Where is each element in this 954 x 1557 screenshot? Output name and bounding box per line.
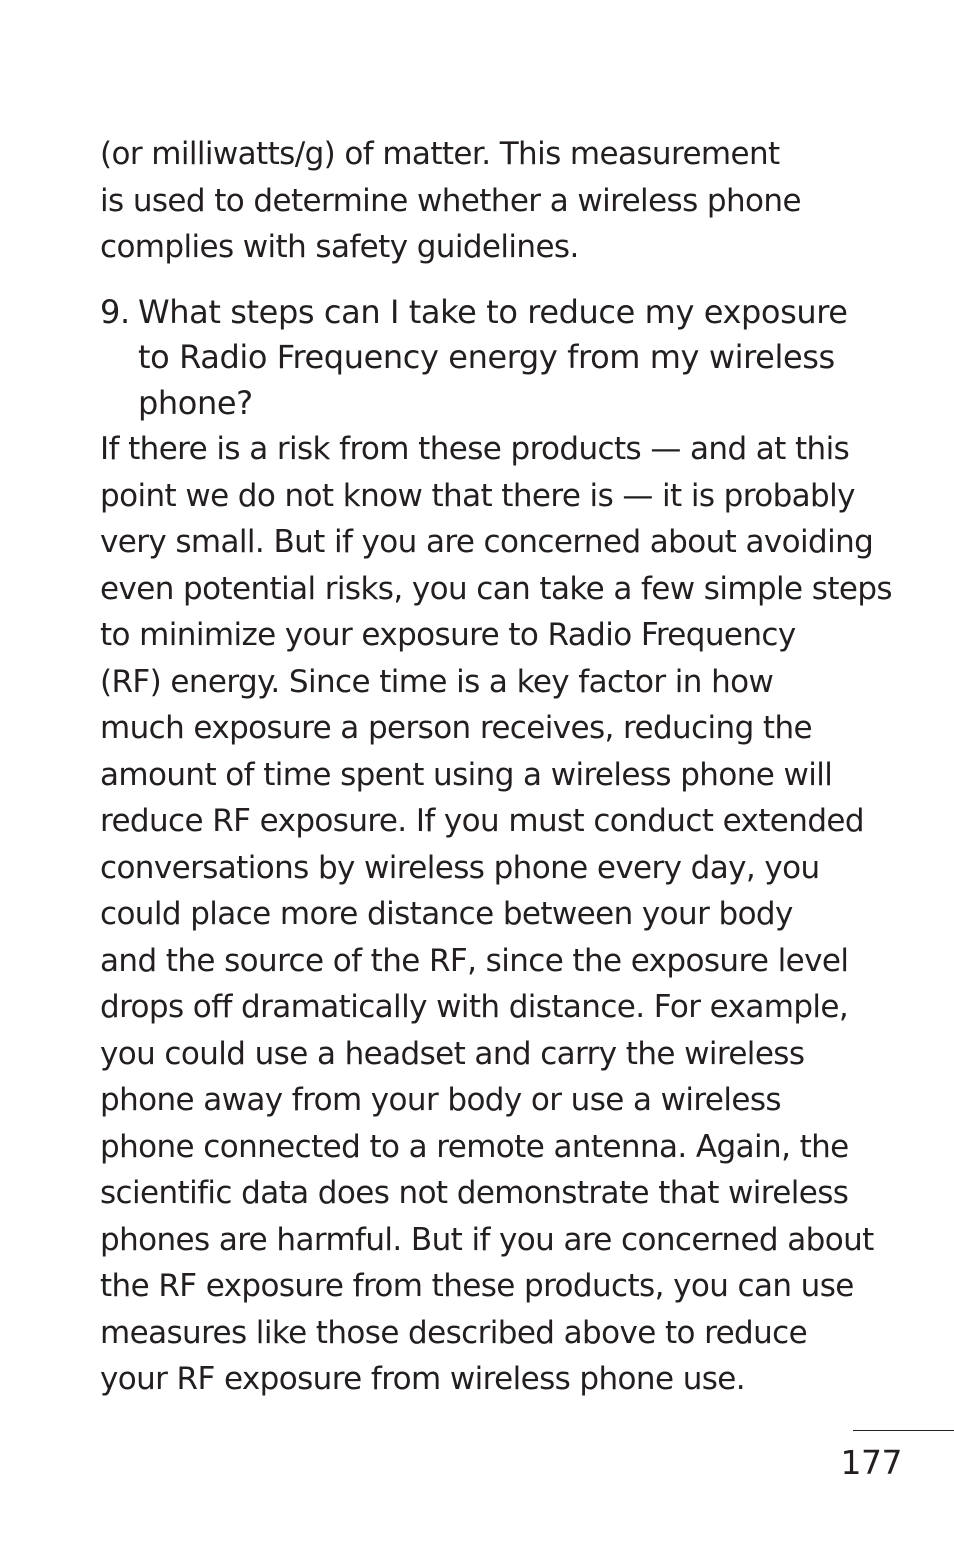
text-line: drops off dramatically with distance. For example, [100, 989, 849, 1025]
question-line: phone? [138, 383, 253, 422]
text-line: measures like those described above to reduce [100, 1314, 808, 1351]
intro-paragraph [100, 131, 900, 271]
footer-divider [853, 1430, 954, 1431]
page-number: 177 [840, 1443, 902, 1482]
text-line: phones are harmful. But if you are concerned about [100, 1221, 874, 1258]
question-line: to Radio Frequency energy from my wireless [138, 338, 835, 376]
text-line: phone away from your body or use a wireless [100, 1082, 781, 1118]
answer-paragraph [100, 426, 900, 1403]
text-line: point we do not know that there is — it is probably [100, 477, 855, 514]
text-line: much exposure a person receives, reducing the [100, 710, 812, 746]
text-line: to minimize your exposure to Radio Frequency [100, 617, 796, 653]
text-line: reduce RF exposure. If you must conduct extended [100, 803, 864, 839]
question-heading [100, 290, 900, 427]
text-line: scientific data does not demonstrate that wireless [100, 1175, 849, 1211]
text-line: the RF exposure from these products, you can use [100, 1268, 854, 1304]
text-line: phone connected to a remote antenna. Again, the [100, 1128, 849, 1165]
text-line: complies with safety guidelines. [100, 229, 579, 265]
text-line: conversations by wireless phone every day, you [100, 849, 820, 886]
text-line: very small. But if you are concerned about avoiding [100, 524, 874, 560]
text-line: even potential risks, you can take a few simple steps [100, 570, 892, 607]
question-line: What steps can I take to reduce my exposure [138, 292, 848, 331]
text-line: you could use a headset and carry the wireless [100, 1035, 805, 1072]
question-number: 9. [100, 292, 130, 331]
text-line: is used to determine whether a wireless phone [100, 182, 801, 219]
text-line: and the source of the RF, since the exposure level [100, 942, 849, 979]
manual-page [100, 131, 900, 1403]
text-line: If there is a risk from these products — and at this [100, 431, 850, 467]
text-line: amount of time spent using a wireless phone will [100, 756, 833, 793]
text-line: (RF) energy. Since time is a key factor in how [100, 663, 774, 700]
text-line: your RF exposure from wireless phone use. [100, 1361, 746, 1397]
text-line: (or milliwatts/g) of matter. This measurement [100, 136, 780, 172]
text-line: could place more distance between your body [100, 896, 793, 932]
